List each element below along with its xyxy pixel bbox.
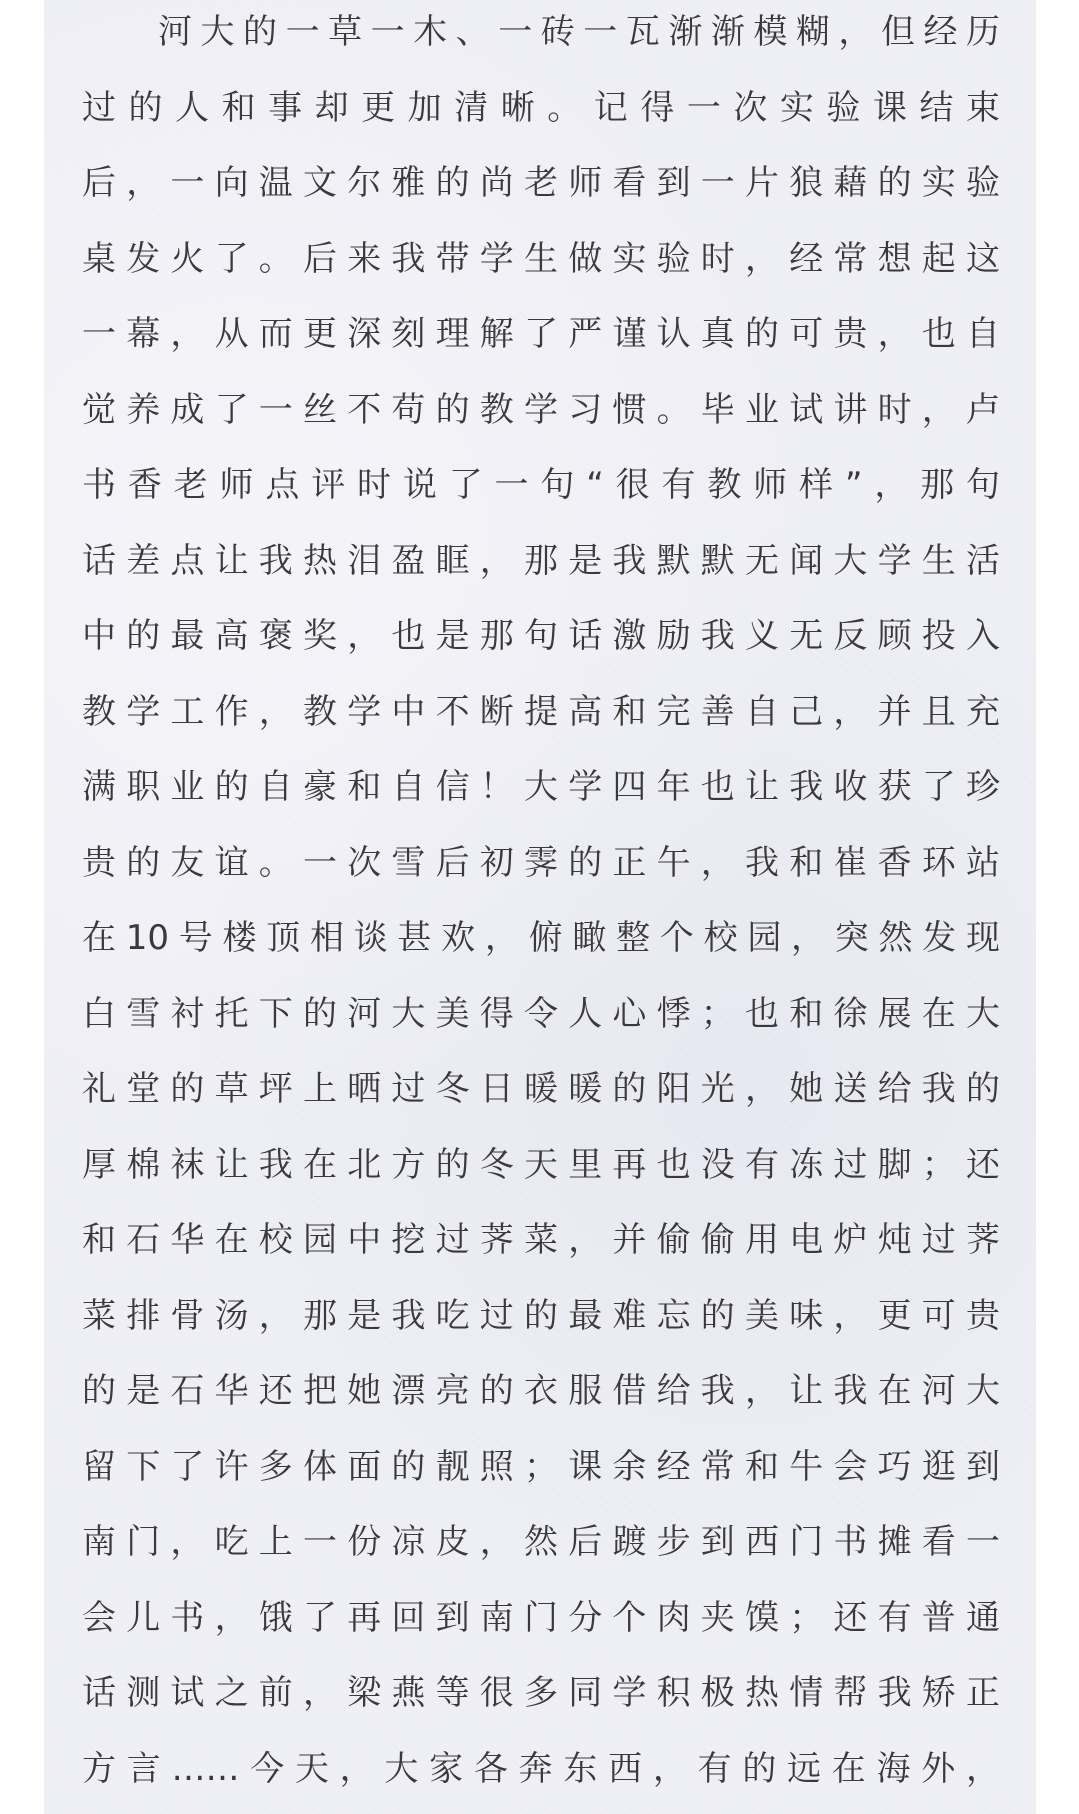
text-line: 方言……今天，大家各奔东西，有的远在海外， xyxy=(82,1748,1000,1789)
text-line: 过的人和事却更加清晰。记得一次实验课结束 xyxy=(82,87,1000,128)
text-line: 在10号楼顶相谈甚欢，俯瞰整个校园，突然发现 xyxy=(82,918,1000,958)
text-line: 贵的友谊。一次雪后初霁的正午，我和崔香环站 xyxy=(82,842,1000,883)
text-line: 后，一向温文尔雅的尚老师看到一片狼藉的实验 xyxy=(82,163,1000,203)
text-line: 厚棉袜让我在北方的冬天里再也没有冻过脚；还 xyxy=(82,1144,1000,1185)
text-line: 满职业的自豪和自信！大学四年也让我收获了珍 xyxy=(82,767,1000,807)
text-line: 书香老师点评时说了一句“很有教师样”，那句 xyxy=(82,465,1000,505)
text-line: 教学工作，教学中不断提高和完善自己，并且充 xyxy=(82,691,1000,732)
text-line: 一幕，从而更深刻理解了严谨认真的可贵，也自 xyxy=(82,314,1000,354)
text-line: 会儿书，饿了再回到南门分个肉夹馍；还有普通 xyxy=(82,1597,1000,1638)
text-line: 的是石华还把她漂亮的衣服借给我，让我在河大 xyxy=(82,1371,1000,1411)
text-line: 话测试之前，梁燕等很多同学积极热情帮我矫正 xyxy=(82,1673,1000,1713)
text-line: 桌发火了。后来我带学生做实验时，经常想起这 xyxy=(82,238,1000,279)
text-line: 和石华在校园中挖过荠菜，并偷偷用电炉炖过荠 xyxy=(82,1220,1000,1260)
text-line: 中的最高褒奖，也是那句话激励我义无反顾投入 xyxy=(82,616,1000,656)
text-line: 菜排骨汤，那是我吃过的最难忘的美味，更可贵 xyxy=(82,1295,1000,1336)
text-line: 觉养成了一丝不苟的教学习惯。毕业试讲时，卢 xyxy=(82,389,1000,430)
text-line: 话差点让我热泪盈眶，那是我默默无闻大学生活 xyxy=(82,540,1000,581)
text-line: 留下了许多体面的靓照；课余经常和牛会巧逛到 xyxy=(82,1446,1000,1487)
article-text xyxy=(82,0,1000,1812)
text-line: 河大的一草一木、一砖一瓦渐渐模糊，但经历 xyxy=(158,12,1000,52)
text-line: 白雪衬托下的河大美得令人心悸；也和徐展在大 xyxy=(82,993,1000,1034)
text-line: 南门，吃上一份凉皮，然后踱步到西门书摊看一 xyxy=(82,1522,1000,1562)
text-line: 礼堂的草坪上晒过冬日暖暖的阳光，她送给我的 xyxy=(82,1069,1000,1109)
article-page xyxy=(44,0,1036,1814)
